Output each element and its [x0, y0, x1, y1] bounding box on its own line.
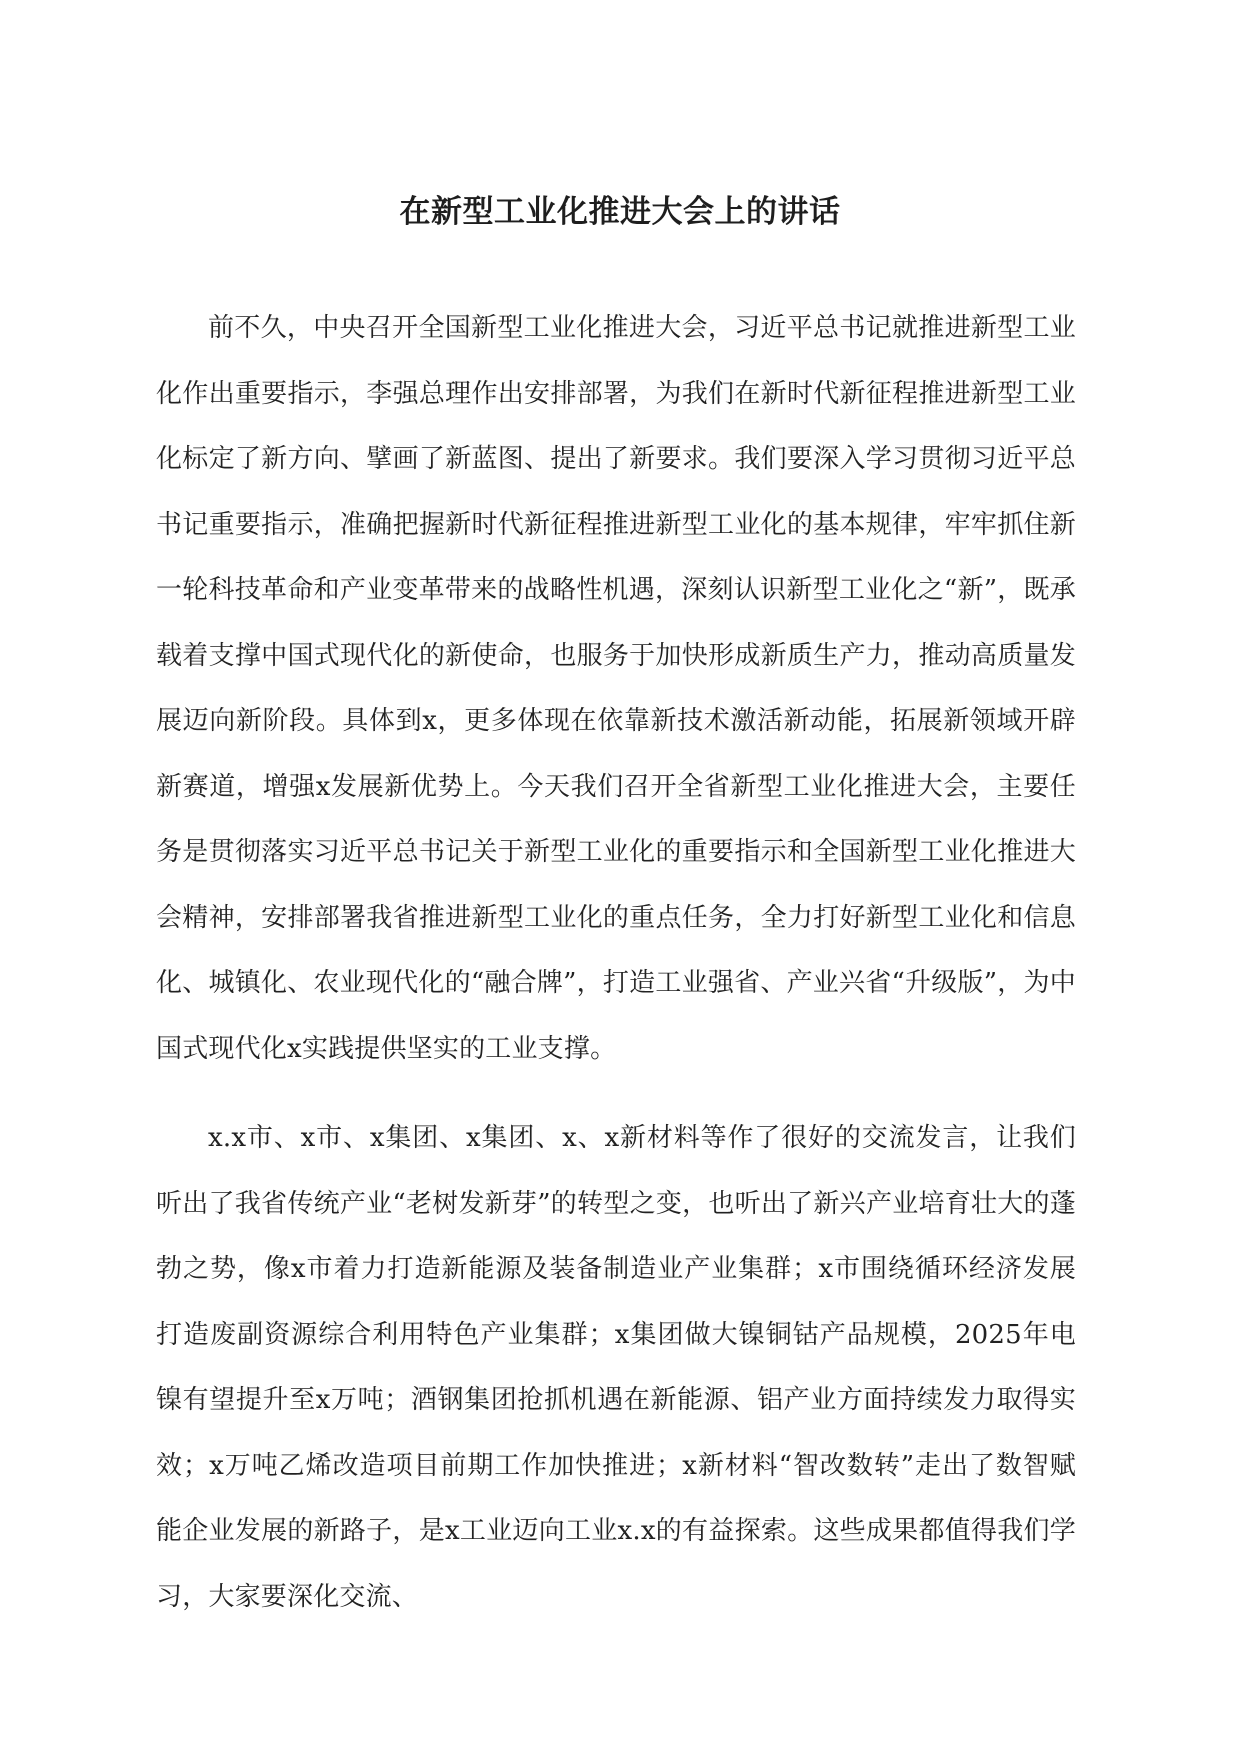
page-title: 在新型工业化推进大会上的讲话 — [399, 194, 841, 230]
body-paragraph-1: 前不久，中央召开全国新型工业化推进大会，习近平总书记就推进新型工业化作出重要指示，李强总理作出安排部署，为我们在新时代新征程推进新型工业化标定了新方向、擘画了新蓝图、提出了新要求。我们要深入学习贯彻习近平总书记重要指示，准确把握新时代新征程推进新型工业化的基本规律，牢牢抓住新一轮科技革命和产业变革带来的战略性机遇，深刻认识新型工业化之“新”，既承载着支撑中国式现代化的新使命，也服务于加快形成新质生产力，推动高质量发展迈向新阶段。具体到x，更多体现在依靠新技术激活新动能，拓展新领域开辟新赛道，增强x发展新优势上。今天我们召开全省新型工业化推进大会，主要任务是贯彻落实习近平总书记关于新型工业化的重要指示和全国新型工业化推进大会精神，安排部署我省推进新型工业化的重点任务，全力打好新型工业化和信息化、城镇化、农业现代化的“融合牌”，打造工业强省、产业兴省“升级版”，为中国式现代化x实践提供坚实的工业支撑。 — [156, 313, 1076, 1064]
body-paragraph-2: x.x市、x市、x集团、x集团、x、x新材料等作了很好的交流发言，让我们听出了我省传统产业“老树发新芽”的转型之变，也听出了新兴产业培育壮大的蓬勃之势，像x市着力打造新能源及装备制造业产业集群；x市围绕循环经济发展打造废副资源综合利用特色产业集群；x集团做大镍铜钴产品规模，2025年电镍有望提升至x万吨；酒钢集团抢抓机遇在新能源、铝产业方面持续发力取得实效；x万吨乙烯改造项目前期工作加快推进；x新材料“智改数转”走出了数智赋能企业发展的新路子，是x工业迈向工业x.x的有益探索。这些成果都值得我们学习，大家要深化交流、 — [156, 1123, 1076, 1612]
